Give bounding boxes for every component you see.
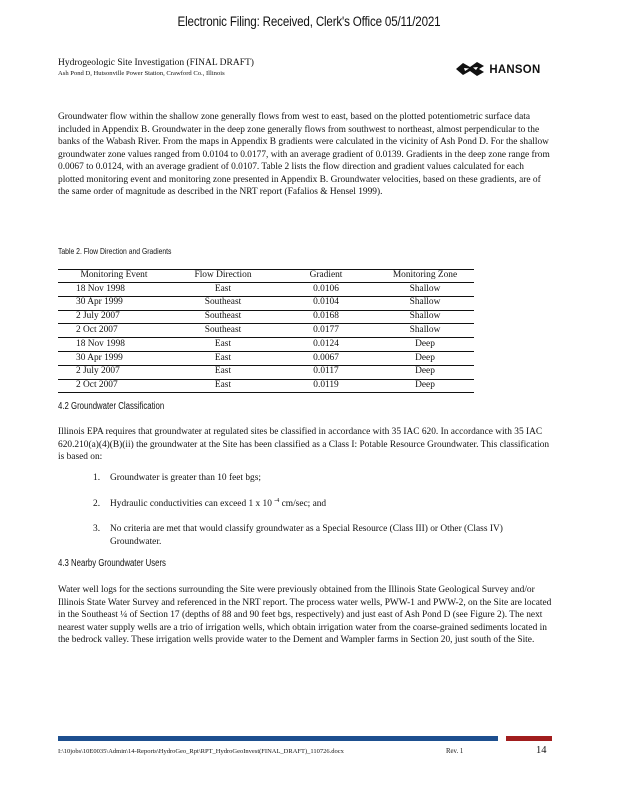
header-flow-direction: Flow Direction bbox=[170, 270, 276, 283]
cell-event: 18 Nov 1998 bbox=[58, 338, 170, 352]
exponent: -4 bbox=[274, 497, 280, 504]
table-row bbox=[58, 365, 474, 379]
cell-direction: Southeast bbox=[170, 310, 276, 324]
cell-event: 18 Nov 1998 bbox=[58, 283, 170, 297]
cell-direction: East bbox=[170, 351, 276, 365]
footer-revision: Rev. 1 bbox=[446, 748, 464, 755]
cell-zone: Deep bbox=[376, 379, 474, 393]
cell-gradient: 0.0117 bbox=[276, 365, 376, 379]
header-monitoring-zone: Monitoring Zone bbox=[376, 270, 474, 283]
cell-zone: Shallow bbox=[376, 283, 474, 297]
table-row bbox=[58, 351, 474, 365]
cell-gradient: 0.0067 bbox=[276, 351, 376, 365]
section-heading-groundwater-classification: 4.2 Groundwater Classification bbox=[58, 401, 165, 412]
cell-direction: East bbox=[170, 379, 276, 393]
table-row bbox=[58, 310, 474, 324]
document-title: Hydrogeologic Site Investigation (FINAL DRAFT) bbox=[58, 58, 254, 68]
cell-zone: Shallow bbox=[376, 310, 474, 324]
cell-event: 2 Oct 2007 bbox=[58, 379, 170, 393]
filing-stamp: Electronic Filing: Received, Clerk's Office 05/11/2021 bbox=[177, 14, 441, 29]
list-text: Groundwater is greater than 10 feet bgs; bbox=[110, 473, 261, 483]
cell-zone: Deep bbox=[376, 365, 474, 379]
table-row bbox=[58, 283, 474, 297]
cell-direction: Southeast bbox=[170, 296, 276, 310]
logo-wordmark: HANSON bbox=[489, 62, 541, 76]
header-gradient: Gradient bbox=[276, 270, 376, 283]
cell-event: 30 Apr 1999 bbox=[58, 296, 170, 310]
table-row bbox=[58, 379, 474, 393]
cell-event: 2 July 2007 bbox=[58, 310, 170, 324]
cell-gradient: 0.0119 bbox=[276, 379, 376, 393]
list-text bbox=[110, 498, 530, 511]
cell-zone: Shallow bbox=[376, 324, 474, 338]
paragraph-flow-direction: Groundwater flow within the shallow zone generally flows from west to east, based on the plotted potentiometric surface data included in Appendix B. Groundwater in the deep zone generally flows from southwest to northeast, almost perpendicular to the banks of the Wabash River. From the maps in Appendix B gradients were calculated in the vicinity of Ash Pond D. For the shallow groundwater zone values ranged from 0.0104 to 0.0177, with an average gradient of 0.0139. Gradients in the deep zone range from 0.0067 to 0.0124, with an average gradient of 0.0107. Table 2 lists the flow direction and gradient values calculated for each plotted monitoring event and monitoring zone presented in Appendix B. Groundwater velocities, based on these gradients, are of the same order of magnitude as described in the NRT report (Fafalios & Hensel 1999). bbox=[58, 112, 550, 197]
table-caption: Table 2. Flow Direction and Gradients bbox=[58, 246, 172, 256]
paragraph-nearby-users: Water well logs for the sections surrounding the Site were previously obtained from the Illinois State Geological Survey and/or Illinois State Water Survey and referenced in the NRT report. The process water wells, PWW-1 and PWW-2, on the Site are located in the Southeast ¼ of Section 17 (depths of 88 and 90 feet bgs, respectively) and just east of Ash Pond D (see Figure 2). The next nearest water supply wells are a trio of irrigation wells, which obtain irrigation water from the coarse-grained sediments located in the bedrock valley. These irrigation wells provide water to the Dement and Wampler farms in Section 20, just south of the Site. bbox=[58, 585, 552, 645]
footer-rule-red bbox=[506, 736, 552, 741]
list-text: No criteria are met that would classify groundwater as a Special Resource (Class III) or Other (Class IV) Groundwater. bbox=[110, 524, 503, 547]
list-number: 1. bbox=[93, 473, 101, 483]
table-row bbox=[58, 296, 474, 310]
cell-event: 30 Apr 1999 bbox=[58, 351, 170, 365]
cell-gradient: 0.0177 bbox=[276, 324, 376, 338]
cell-direction: East bbox=[170, 365, 276, 379]
hanson-logo bbox=[455, 60, 542, 78]
cell-direction: East bbox=[170, 338, 276, 352]
page-number: 14 bbox=[536, 745, 547, 756]
list-number: 3. bbox=[93, 524, 101, 534]
cell-direction: Southeast bbox=[170, 324, 276, 338]
cell-event: 2 Oct 2007 bbox=[58, 324, 170, 338]
table-row bbox=[58, 338, 474, 352]
table-header-row bbox=[58, 270, 474, 283]
section-heading-nearby-users: 4.3 Nearby Groundwater Users bbox=[58, 558, 166, 569]
cell-zone: Deep bbox=[376, 338, 474, 352]
hanson-eagle-icon bbox=[455, 60, 485, 78]
cell-direction: East bbox=[170, 283, 276, 297]
cell-event: 2 July 2007 bbox=[58, 365, 170, 379]
header-monitoring-event: Monitoring Event bbox=[58, 270, 170, 283]
cell-zone: Deep bbox=[376, 351, 474, 365]
cell-zone: Shallow bbox=[376, 296, 474, 310]
cell-gradient: 0.0124 bbox=[276, 338, 376, 352]
list-text-after: cm/sec; and bbox=[279, 499, 327, 509]
footer-file-path: I:\10jobs\10E0035\Admin\14-Reports\HydroGeo_Rpt\RPT_HydroGeoInvest(FINAL_DRAFT)_110726.docx bbox=[58, 748, 344, 755]
list-text-before: Hydraulic conductivities can exceed 1 x 10 bbox=[110, 499, 272, 509]
footer-rule bbox=[58, 736, 552, 741]
table-row bbox=[58, 324, 474, 338]
cell-gradient: 0.0106 bbox=[276, 283, 376, 297]
paragraph-classification: Illinois EPA requires that groundwater at regulated sites be classified in accordance with 35 IAC 620. In accordance with 35 IAC 620.210(a)(4)(B)(ii) the groundwater at the Site has been classified as a Class I: Potable Resource Groundwater. This classification is based on: bbox=[58, 427, 550, 462]
flow-direction-table bbox=[58, 269, 474, 393]
cell-gradient: 0.0104 bbox=[276, 296, 376, 310]
footer-rule-blue bbox=[58, 736, 498, 741]
list-number: 2. bbox=[93, 499, 101, 509]
document-subtitle: Ash Pond D, Hutsonville Power Station, Crawford Co., Illinois bbox=[58, 70, 225, 77]
cell-gradient: 0.0168 bbox=[276, 310, 376, 324]
